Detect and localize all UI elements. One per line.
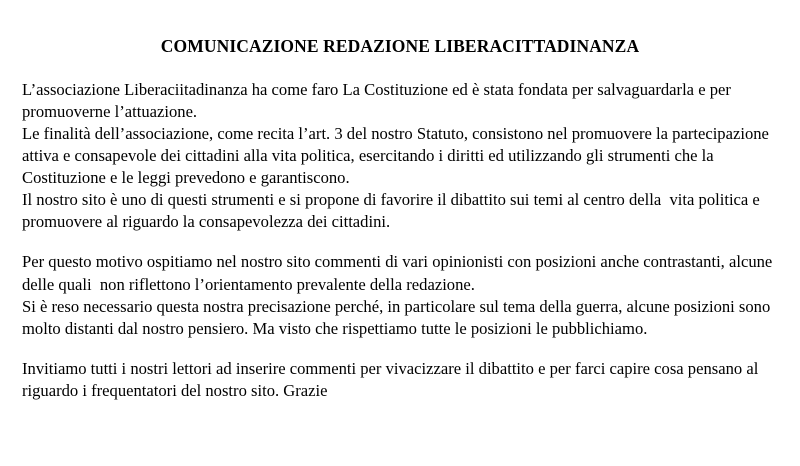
paragraph: Invitiamo tutti i nostri lettori ad inserire commenti per vivacizzare il dibattito e per farci capire cosa pensano al riguardo i frequentatori del nostro sito. Grazie [22, 358, 763, 400]
paragraph-block-2 [22, 251, 778, 339]
block-spacer [22, 340, 778, 358]
block-spacer [22, 233, 778, 251]
paragraph: Le finalità dell’associazione, come recita l’art. 3 del nostro Statuto, consistono nel promuovere la partecipazione attiva e consapevole dei cittadini alla vita politica, esercitando i diritti ed utilizzando gli strumenti che la Costituzione e le leggi prevedono e garantiscono. [22, 124, 774, 188]
page-title: COMUNICAZIONE REDAZIONE LIBERACITTADINANZA [160, 36, 640, 56]
paragraph: Per questo motivo ospitiamo nel nostro sito commenti di vari opinionisti con posizioni anche contrastanti, alcune delle quali non riflettono l’orientamento prevalente della redazione. [22, 252, 777, 294]
paragraph: L’associazione Liberaciitadinanza ha come faro La Costituzione ed è stata fondata per salvaguardarla e per promuoverne l’attuazione. [22, 80, 736, 122]
paragraph: Il nostro sito è uno di questi strumenti e si propone di favorire il dibattito sui temi al centro della vita politica e promuovere al riguardo la consapevolezza dei cittadini. [22, 190, 764, 232]
paragraph-block-1 [22, 79, 778, 233]
paragraph: Si è reso necessario questa nostra precisazione perché, in particolare sul tema della guerra, alcune posizioni sono molto distanti dal nostro pensiero. Ma visto che rispettiamo tutte le posizioni le pubblichiamo. [22, 296, 779, 338]
paragraph-block-3 [22, 358, 778, 402]
